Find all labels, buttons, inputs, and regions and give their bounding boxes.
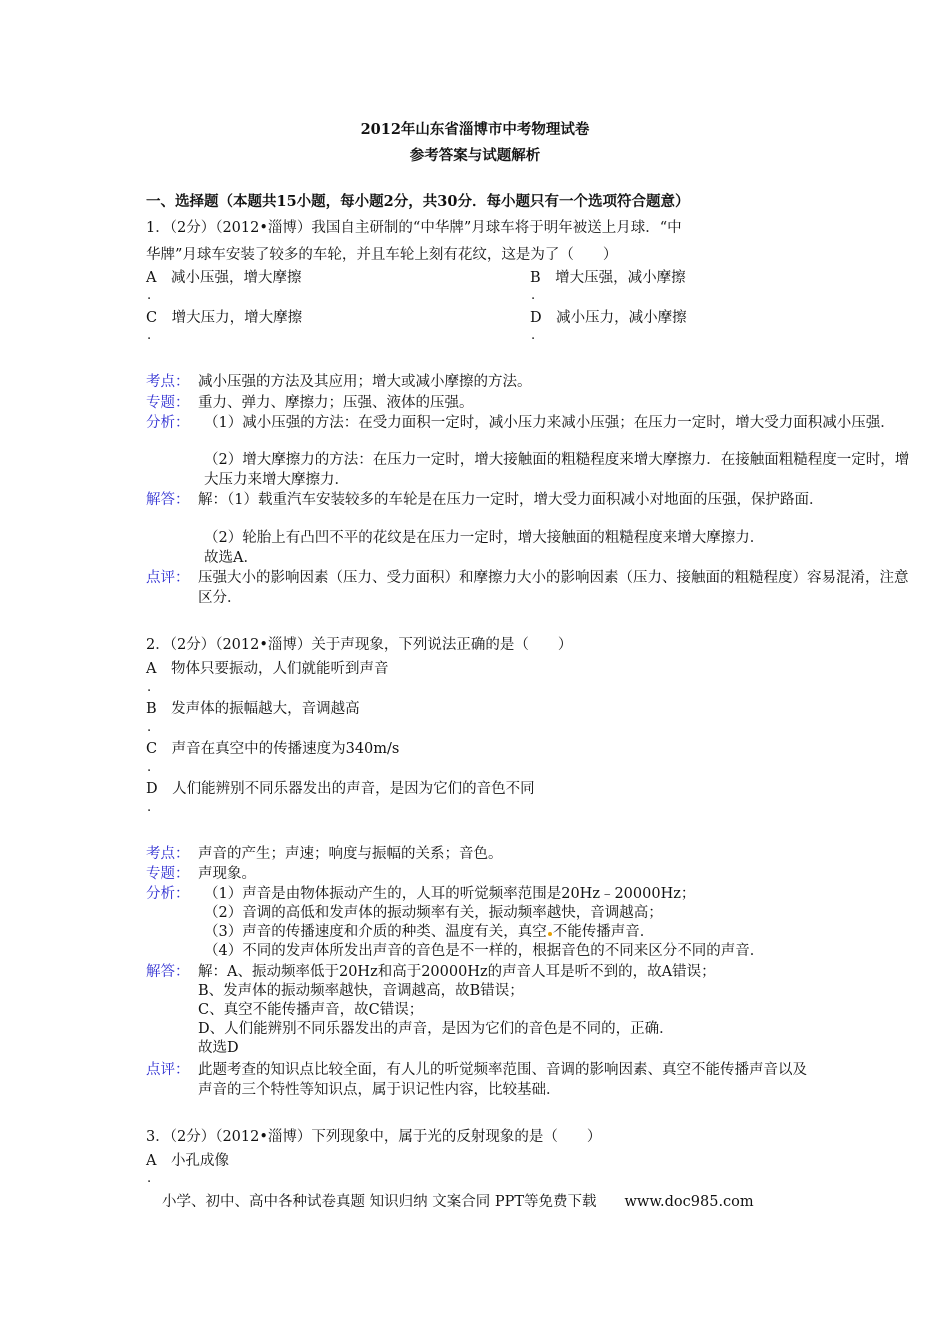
q3-option-a: A 小孔成像 bbox=[146, 1153, 229, 1169]
q2-jieda-label: 解答： bbox=[146, 964, 190, 980]
q2-fenxi-3 bbox=[204, 922, 654, 942]
q2-dianping-2: 声音的三个特性等知识点，属于识记性内容，比较基础． bbox=[198, 1082, 561, 1098]
option-dot: . bbox=[147, 760, 152, 775]
q2-kaodian-text: 声音的产生；声速；响度与振幅的关系；音色。 bbox=[198, 846, 503, 862]
q2-jieda-5: 故选D bbox=[198, 1040, 239, 1056]
q2-option-a: A 物体只要振动，人们就能听到声音 bbox=[146, 661, 389, 677]
q1-kaodian-label: 考点： bbox=[146, 374, 190, 390]
q2-fenxi-label: 分析： bbox=[146, 886, 190, 902]
q2-fenxi-2: （2）音调的高低和发声体的振动频率有关，振动频率越快，音调越高； bbox=[204, 905, 663, 921]
doc-title: 2012年山东省淄博市中考物理试卷 bbox=[360, 121, 590, 138]
q2-option-b: B 发声体的振幅越大，音调越高 bbox=[146, 701, 360, 717]
q2-option-d: D 人们能辨别不同乐器发出的声音，是因为它们的音色不同 bbox=[146, 781, 535, 797]
q2-dianping-1: 此题考查的知识点比较全面，有人儿的听觉频率范围、音调的影响因素、真空不能传播声音以及 bbox=[198, 1062, 807, 1078]
option-dot: . bbox=[531, 288, 536, 303]
q2-stem: 2．（2分）（2012•淄博）关于声现象，下列说法正确的是（ ） bbox=[146, 637, 573, 653]
q1-jieda-3: 故选A． bbox=[204, 550, 258, 566]
q1-jieda-2: （2）轮胎上有凸凹不平的花纹是在压力一定时，增大接触面的粗糙程度来增大摩擦力． bbox=[204, 530, 765, 546]
doc-subtitle: 参考答案与试题解析 bbox=[409, 147, 541, 164]
q1-stem-line-1: 1．（2分）（2012•淄博）我国自主研制的“中华牌”月球车将于明年被送上月球．“中 bbox=[146, 220, 682, 236]
q1-fenxi-label: 分析： bbox=[146, 415, 190, 431]
option-dot: . bbox=[147, 680, 152, 695]
q1-option-c: C 增大压力，增大摩擦 bbox=[146, 310, 303, 326]
q1-option-b: B 增大压强，减小摩擦 bbox=[530, 270, 686, 286]
q2-option-c: C 声音在真空中的传播速度为340m/s bbox=[146, 741, 400, 757]
q2-kaodian-label: 考点： bbox=[146, 846, 190, 862]
q1-option-a: A 减小压强，增大摩擦 bbox=[146, 270, 302, 286]
q2-dianping-label: 点评： bbox=[146, 1062, 190, 1078]
q2-jieda-3: C、真空不能传播声音，故C错误； bbox=[198, 1002, 424, 1018]
q2-jieda-4: D、人们能辨别不同乐器发出的声音，是因为它们的音色是不同的，正确． bbox=[198, 1021, 674, 1037]
q2-jieda-2: B、发声体的振动频率越快，音调越高，故B错误； bbox=[198, 983, 524, 999]
option-dot: . bbox=[147, 1171, 152, 1186]
q1-dianping-text: 压强大小的影响因素（压力、受力面积）和摩擦力大小的影响因素（压力、接触面的粗糙程度）容易混淆，注意区分． bbox=[198, 570, 909, 606]
q3-stem: 3．（2分）（2012•淄博）下列现象中，属于光的反射现象的是（ ） bbox=[146, 1129, 602, 1145]
section-heading: 一、选择题（本题共15小题，每小题2分，共30分．每小题只有一个选项符合题意） bbox=[146, 193, 690, 210]
q2-fenxi-3-part-b: 不能传播声音． bbox=[552, 924, 655, 940]
option-dot: . bbox=[531, 328, 536, 343]
footer bbox=[162, 1192, 754, 1212]
q2-zhuanti-label: 专题： bbox=[146, 866, 190, 882]
option-dot: . bbox=[147, 328, 152, 343]
footer-text: 小学、初中、高中各种试卷真题 知识归纳 文案合同 PPT等免费下载 bbox=[162, 1194, 597, 1210]
q1-option-d: D 减小压力，减小摩擦 bbox=[530, 310, 687, 326]
annotation-mark bbox=[548, 932, 552, 936]
q2-fenxi-3-part-a: （3）声音的传播速度和介质的种类、温度有关，真空 bbox=[204, 924, 547, 940]
q1-zhuanti-text: 重力、弹力、摩擦力；压强、液体的压强。 bbox=[198, 395, 474, 411]
q1-jieda-1: 解：（1）载重汽车安装较多的车轮是在压力一定时，增大受力面积减小对地面的压强，保护路面． bbox=[198, 492, 824, 508]
q1-zhuanti-label: 专题： bbox=[146, 395, 190, 411]
q1-fenxi-2: （2）增大摩擦力的方法：在压力一定时，增大接触面的粗糙程度来增大摩擦力．在接触面粗糙程度一定时，增大压力来增大摩擦力． bbox=[204, 452, 910, 488]
q1-dianping-label: 点评： bbox=[146, 570, 190, 586]
option-dot: . bbox=[147, 800, 152, 815]
q1-stem-line-2: 华牌”月球车安装了较多的车轮，并且车轮上刻有花纹，这是为了（ ） bbox=[146, 247, 618, 263]
q2-jieda-1: 解：A、振动频率低于20Hz和高于20000Hz的声音人耳是听不到的，故A错误； bbox=[198, 964, 716, 980]
q2-fenxi-4: （4）不同的发声体所发出声音的音色是不一样的，根据音色的不同来区分不同的声音． bbox=[204, 943, 765, 959]
q2-fenxi-1: （1）声音是由物体振动产生的，人耳的听觉频率范围是20Hz﹣20000Hz； bbox=[204, 886, 696, 902]
q1-jieda-label: 解答： bbox=[146, 492, 190, 508]
q2-zhuanti-text: 声现象。 bbox=[198, 866, 256, 882]
option-dot: . bbox=[147, 720, 152, 735]
option-dot: . bbox=[147, 288, 152, 303]
q1-fenxi-1: （1）减小压强的方法：在受力面积一定时，减小压力来减小压强；在压力一定时，增大受力面积减小压强． bbox=[204, 415, 895, 431]
q1-kaodian-text: 减小压强的方法及其应用；增大或减小摩擦的方法。 bbox=[198, 374, 532, 390]
footer-url[interactable]: www.doc985.com bbox=[624, 1194, 754, 1210]
